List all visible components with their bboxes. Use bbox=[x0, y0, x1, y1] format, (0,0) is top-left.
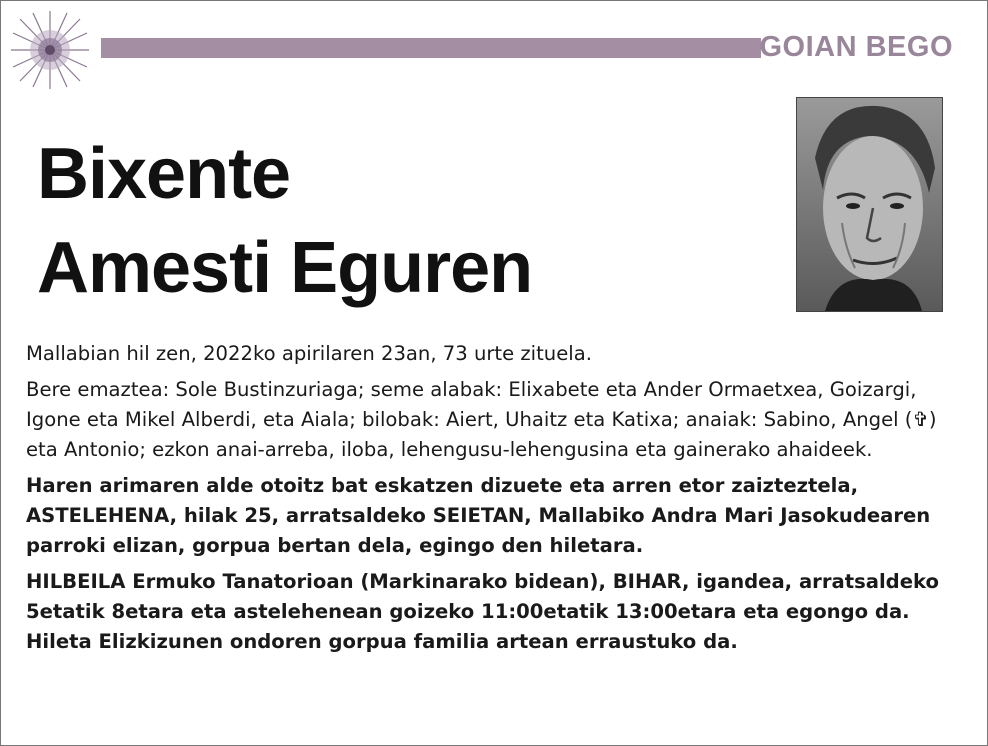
surnames: Amesti Eguren bbox=[37, 228, 533, 308]
thistle-icon bbox=[7, 9, 93, 91]
portrait-photo bbox=[796, 97, 943, 312]
first-name: Bixente bbox=[37, 134, 291, 214]
funeral-request: Haren arimaren alde otoitz bat eskatzen dizuete eta arren etor zaizteztela, ASTELEHENA, hilak 25, arratsaldeko SEIETAN, Mallabiko Andra Mari Jasokudearen parroki elizan, gorpua bertan dela, egingo den hiletara. bbox=[26, 474, 931, 557]
family-list-part-2: ) eta Antonio; ezkon anai-arreba, iloba, lehengusu-lehengusina eta gainerako ahaideek. bbox=[26, 408, 937, 461]
deceased-name bbox=[37, 127, 532, 315]
death-notice: Mallabian hil zen, 2022ko apirilaren 23an, 73 urte zituela. bbox=[26, 342, 592, 365]
obituary-text bbox=[26, 339, 966, 663]
wake-info: HILBEILA Ermuko Tanatorioan (Markinarako bidean), BIHAR, igandea, arratsaldeko 5etatik 8etara eta astelehenean goizeko 11:00etatik 13:00etara eta egongo da. Hileta Elizkizunen ondoren gorpua familia artean erraustuko da. bbox=[26, 570, 939, 653]
section-label: GOIAN BEGO bbox=[759, 31, 953, 63]
header-bar bbox=[101, 38, 761, 58]
cross-icon: ✞ bbox=[912, 408, 929, 431]
family-list bbox=[26, 375, 966, 465]
family-list-part-1: Bere emaztea: Sole Bustinzuriaga; seme alabak: Elixabete eta Ander Ormaetxea, Goizargi, Igone eta Mikel Alberdi, eta Aiala; bilobak: Aiert, Uhaitz eta Katixa; anaiak: Sabino, Angel ( bbox=[26, 378, 917, 431]
